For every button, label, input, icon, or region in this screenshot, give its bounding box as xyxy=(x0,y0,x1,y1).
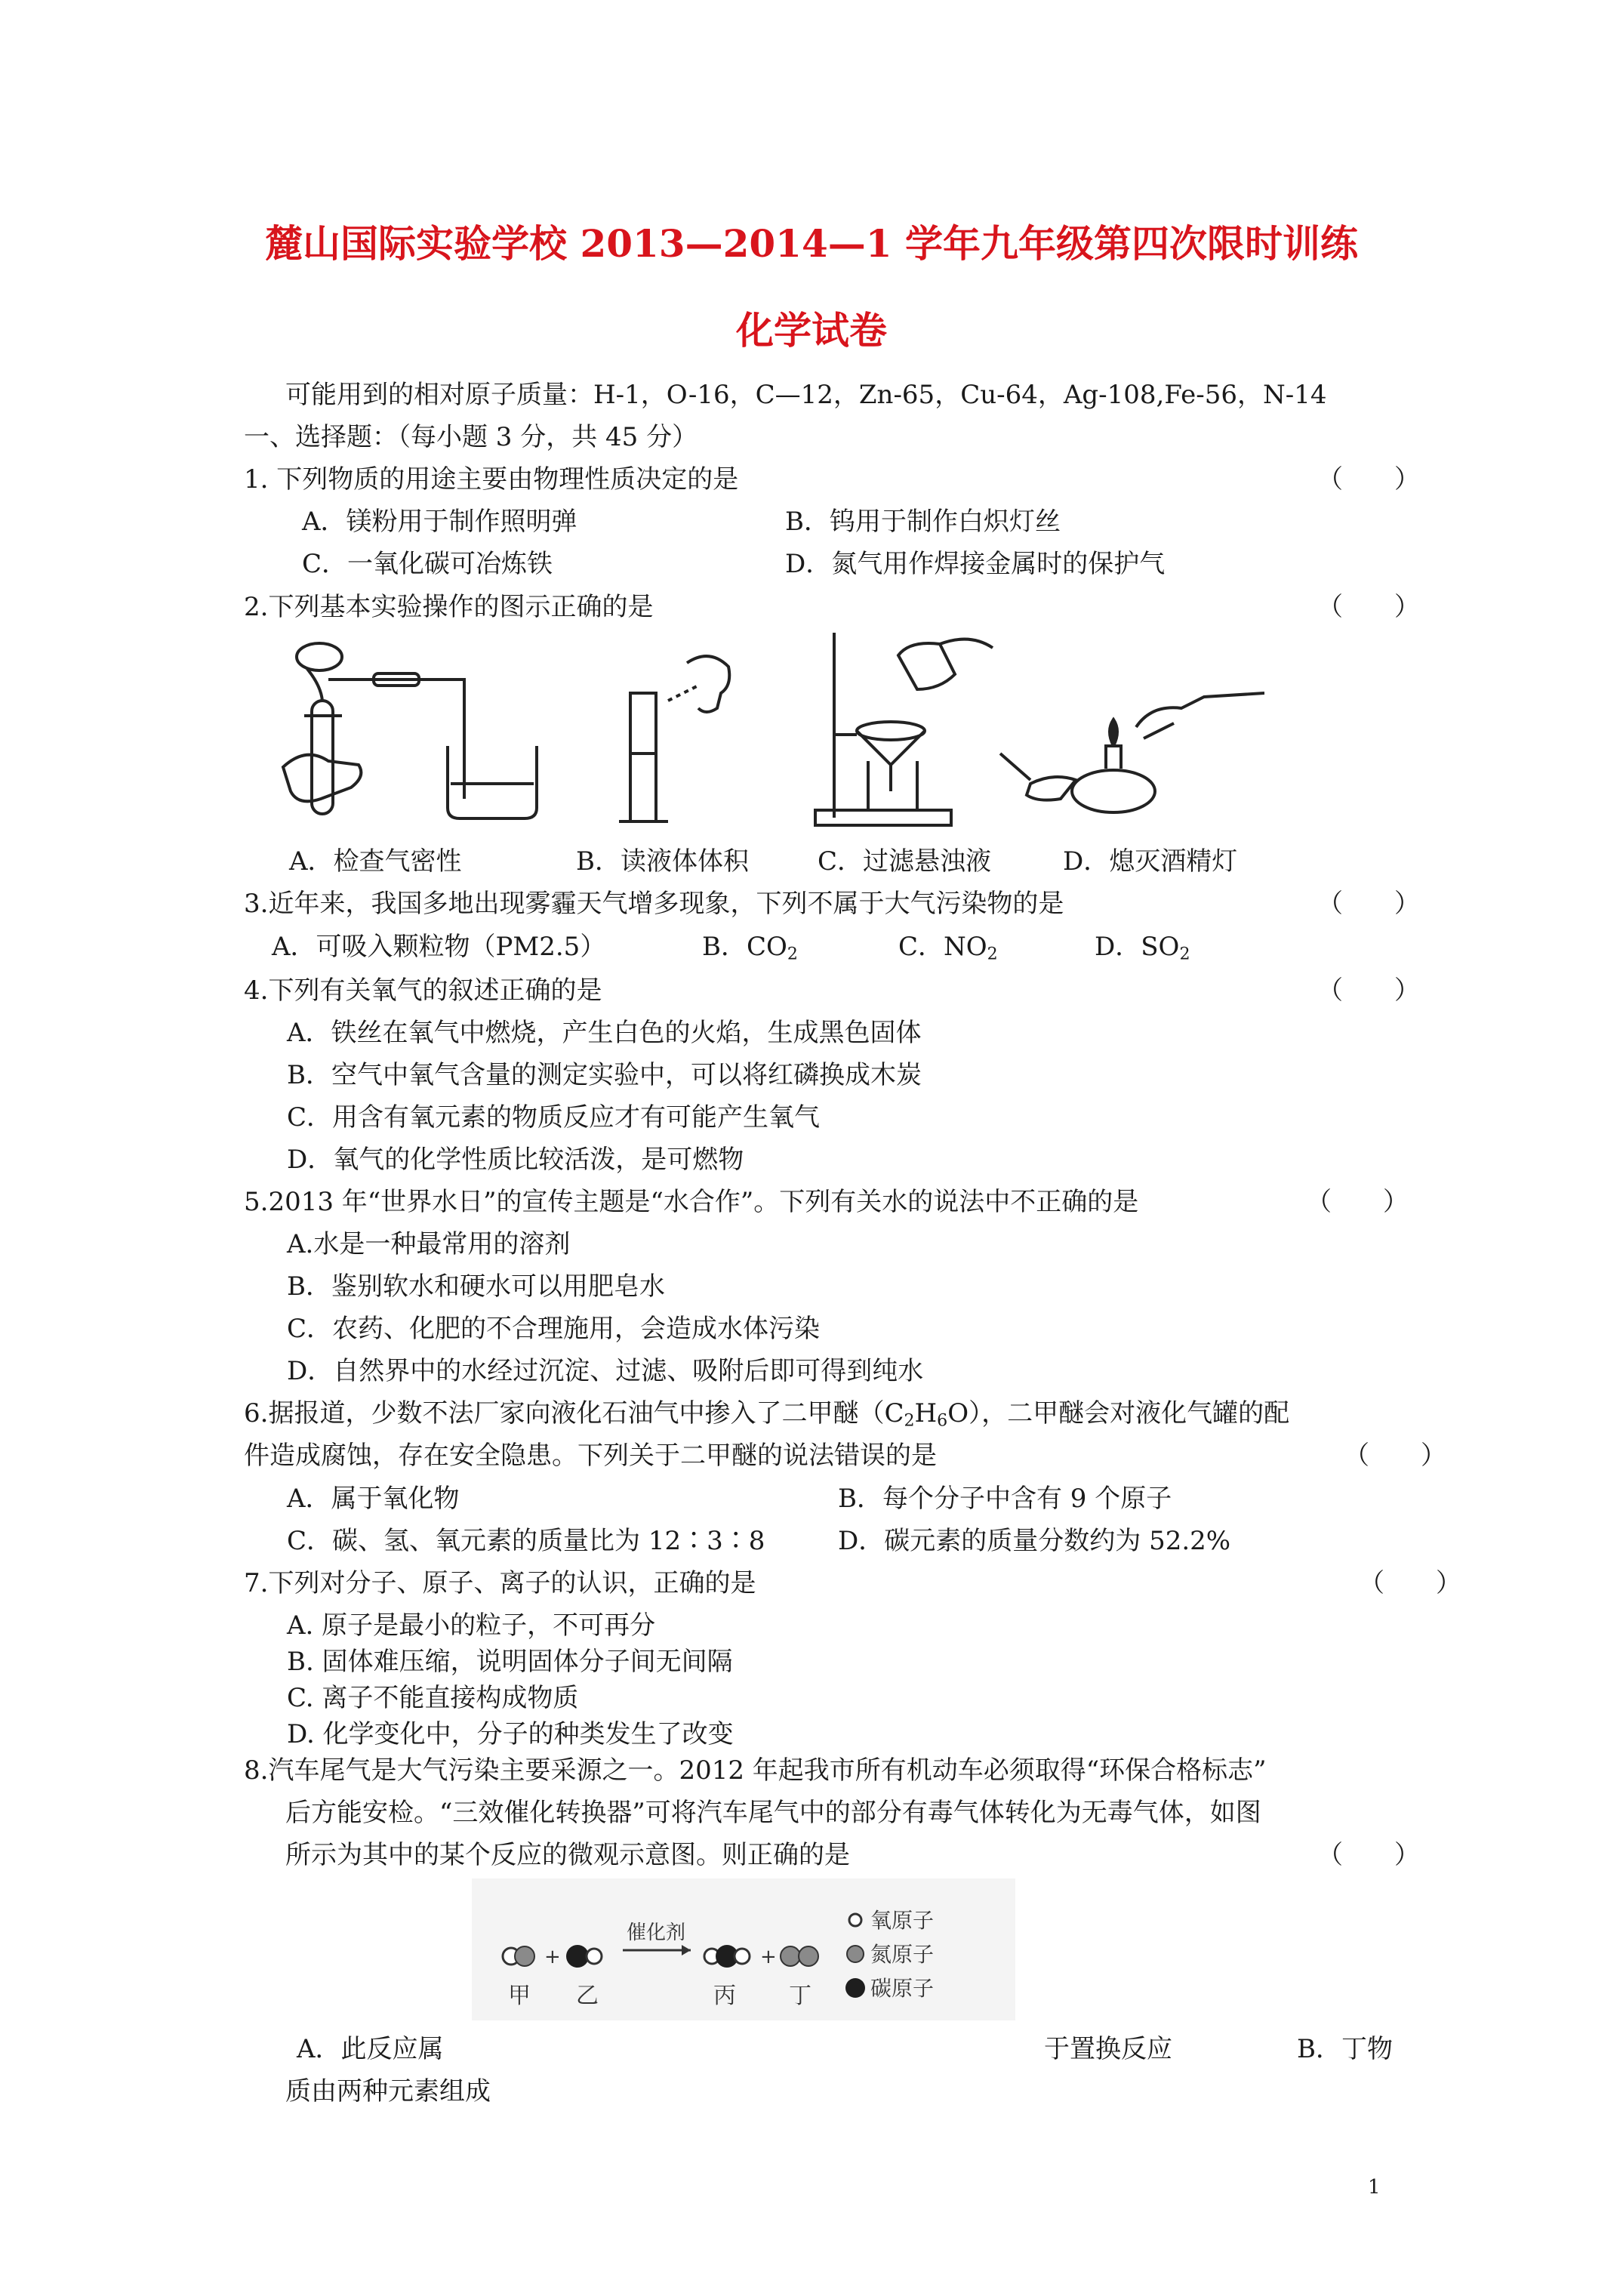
section-heading: 一、选择题：（每小题 3 分，共 45 分） xyxy=(244,422,698,452)
legend-nitrogen-swatch xyxy=(847,1946,864,1962)
q3-answer-bracket: （ ） xyxy=(1317,889,1420,919)
q3-option-a: A．可吸入颗粒物（PM2.5） xyxy=(272,932,606,962)
q7-answer-bracket: （ ） xyxy=(1359,1568,1461,1598)
q3-option-d: D．$SO_2$ xyxy=(1095,932,1190,964)
q7-option-b: B. 固体难压缩，说明固体分子间无间隔 xyxy=(287,1647,733,1677)
legend-oxygen-swatch xyxy=(849,1914,861,1926)
reaction-arrow xyxy=(623,1945,691,1955)
q4-option-b: B．空气中氧气含量的测定实验中，可以将红磷换成木炭 xyxy=(287,1060,922,1090)
q5-answer-bracket: （ ） xyxy=(1306,1187,1409,1217)
q3-option-c: C．$NO_2$ xyxy=(898,932,998,964)
q6-stem: 6.据报道，少数不法厂家向液化石油气中掺入了二甲醚$(C_2H_6O)$，二甲醚会对液化气罐的配 xyxy=(244,1398,1290,1431)
plus-sign-2: + xyxy=(760,1946,777,1968)
plus-sign-1: + xyxy=(544,1946,561,1968)
legend-nitrogen: 氮原子 xyxy=(870,1942,935,1967)
q4-option-a: A．铁丝在氧气中燃烧，产生白色的火焰，生成黑色固体 xyxy=(287,1018,922,1048)
q7-option-c: C. 离子不能直接构成物质 xyxy=(287,1683,579,1713)
q6-option-b: B．每个分子中含有 9 个原子 xyxy=(838,1484,1172,1514)
q7-option-a: A. 原子是最小的粒子，不可再分 xyxy=(287,1610,656,1641)
q1-option-c: C．一氧化碳可冶炼铁 xyxy=(302,549,553,579)
q2-option-c: C．过滤悬浊液 xyxy=(818,846,992,877)
q6-stem-cont: 件造成腐蚀，存在安全隐患。下列关于二甲醚的说法错误的是 xyxy=(244,1441,937,1471)
q5-stem: 5.2013 年“世界水日”的宣传主题是“水合作”。下列有关水的说法中不正确的是 xyxy=(244,1187,1139,1217)
legend-carbon-swatch xyxy=(845,1978,865,1998)
page-subtitle: 化学试卷 xyxy=(736,308,887,353)
q8-answer-bracket: （ ） xyxy=(1317,1840,1420,1870)
label-yi: 乙 xyxy=(576,1983,599,2009)
q1-option-d: D．氮气用作焊接金属时的保护气 xyxy=(785,549,1166,579)
label-jia: 甲 xyxy=(508,1983,531,2009)
q1-option-a: A．镁粉用于制作照明弹 xyxy=(302,507,577,537)
catalyst-label: 催化剂 xyxy=(627,1922,686,1944)
reaction-diagram xyxy=(472,1878,1015,2020)
q1-stem: 1. 下列物质的用途主要由物理性质决定的是 xyxy=(244,464,739,495)
q4-option-c: C．用含有氧元素的物质反应才有可能产生氧气 xyxy=(287,1102,821,1133)
q8-option-a-part2: 于置换反应 xyxy=(1044,2034,1172,2064)
q8-option-a-part1: A．此反应属 xyxy=(297,2034,444,2064)
q2-option-a: A．检查气密性 xyxy=(289,846,462,877)
atomic-masses: 可能用到的相对原子质量：H-1，O-16，C—12，Zn-65，Cu-64，Ag-108,Fe-56，N-14 xyxy=(285,380,1327,410)
q5-option-a: A.水是一种最常用的溶剂 xyxy=(287,1229,571,1259)
legend-oxygen: 氧原子 xyxy=(870,1908,935,1933)
q8-stem-line1: 8.汽车尾气是大气污染主要采源之一。2012 年起我市所有机动车必须取得“环保合格标志” xyxy=(244,1755,1267,1786)
q5-option-d: D．自然界中的水经过沉淀、过滤、吸附后即可得到纯水 xyxy=(287,1356,924,1386)
label-bing: 丙 xyxy=(713,1983,736,2009)
q8-stem-line2: 后方能安检。“三效催化转换器”可将汽车尾气中的部分有毒气体转化为无毒气体，如图 xyxy=(285,1798,1261,1828)
lab-operations-figure xyxy=(276,633,1264,831)
q6-answer-bracket: （ ） xyxy=(1344,1441,1446,1471)
page-number: 1 xyxy=(1368,2176,1381,2199)
q7-stem: 7.下列对分子、原子、离子的认识，正确的是 xyxy=(244,1568,756,1598)
q6-option-a: A．属于氧化物 xyxy=(287,1484,460,1514)
molecule-bing xyxy=(704,1945,750,1968)
q8-option-b-part2: 质由两种元素组成 xyxy=(285,2076,491,2106)
q5-option-b: B．鉴别软水和硬水可以用肥皂水 xyxy=(287,1271,665,1302)
q2-option-b: B．读液体体积 xyxy=(576,846,749,877)
q3-option-b: B．$CO_2$ xyxy=(702,932,798,964)
q5-option-c: C．农药、化肥的不合理施用，会造成水体污染 xyxy=(287,1314,821,1344)
q8-option-b-part1: B．丁物 xyxy=(1297,2034,1393,2064)
legend-carbon: 碳原子 xyxy=(870,1976,935,2001)
q1-answer-bracket: （ ） xyxy=(1317,464,1420,495)
q2-stem: 2.下列基本实验操作的图示正确的是 xyxy=(244,592,654,622)
q6-option-d: D．碳元素的质量分数约为 52.2% xyxy=(838,1526,1231,1556)
q8-stem-line3: 所示为其中的某个反应的微观示意图。则正确的是 xyxy=(285,1840,850,1870)
label-ding: 丁 xyxy=(789,1983,812,2009)
q2-option-d: D．熄灭酒精灯 xyxy=(1063,846,1238,877)
molecule-jia xyxy=(503,1946,534,1966)
q1-option-b: B．钨用于制作白炽灯丝 xyxy=(785,507,1061,537)
q4-option-d: D．氧气的化学性质比较活泼，是可燃物 xyxy=(287,1145,744,1175)
q2-answer-bracket: （ ） xyxy=(1317,592,1420,622)
q7-option-d: D. 化学变化中，分子的种类发生了改变 xyxy=(287,1719,734,1749)
q4-stem: 4.下列有关氧气的叙述正确的是 xyxy=(244,975,602,1006)
q6-option-c: C．碳、氢、氧元素的质量比为 12∶3∶8 xyxy=(287,1526,765,1556)
molecule-yi xyxy=(566,1945,602,1968)
molecule-ding xyxy=(781,1946,818,1966)
q4-answer-bracket: （ ） xyxy=(1317,975,1420,1006)
q3-stem: 3.近年来，我国多地出现雾霾天气增多现象，下列不属于大气污染物的是 xyxy=(244,889,1064,919)
page-title: 麓山国际实验学校 2013—2014—1 学年九年级第四次限时训练 xyxy=(265,221,1358,266)
